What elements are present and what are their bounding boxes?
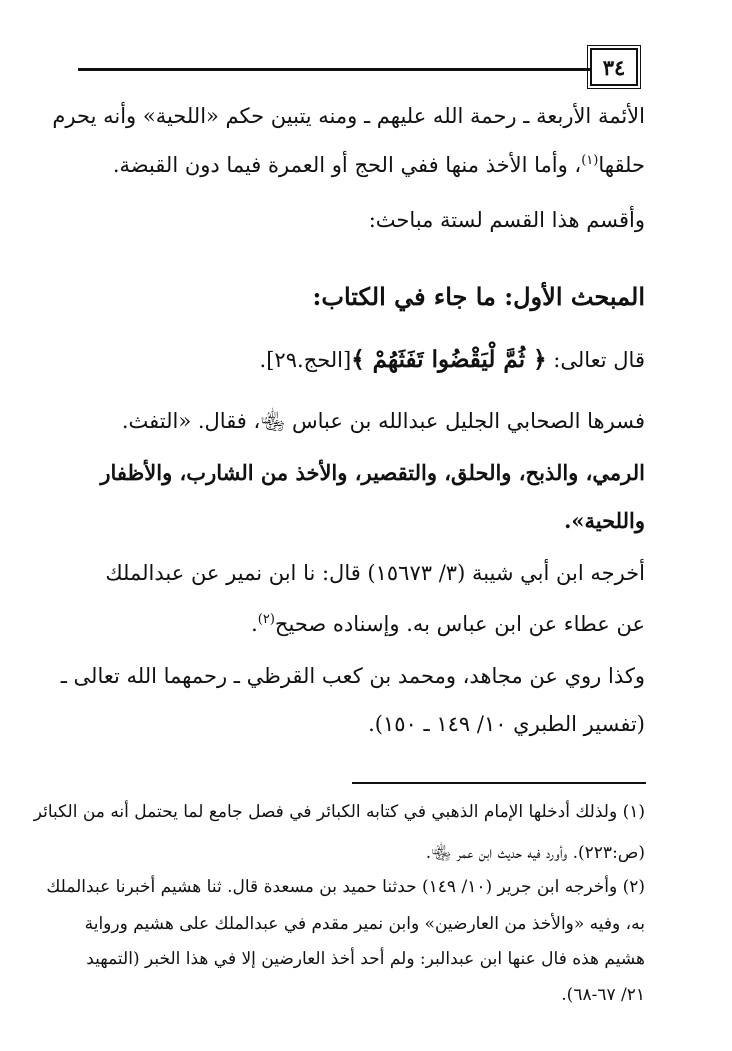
text-fragment: حلقها bbox=[598, 153, 645, 177]
footnote-ref: (٢) bbox=[257, 612, 275, 627]
header-rule bbox=[78, 68, 590, 71]
page-number: ٣٤ bbox=[590, 48, 638, 86]
paragraph-line: وأقسم هذا القسم لستة مباحث: bbox=[368, 208, 645, 232]
page-header bbox=[78, 48, 638, 92]
paragraph-line: الأئمة الأربعة ـ رحمة الله عليهم ـ ومنه يتبين حكم «اللحية» وأنه يحرم bbox=[52, 104, 645, 128]
footnote-ref: (١) bbox=[581, 153, 599, 168]
footnote-line: به، وفيه «والأخذ من العارضين» وابن نمير مقدم في عبدالملك على هشيم ورواية bbox=[84, 914, 645, 934]
paragraph-line: واللحية». bbox=[564, 508, 645, 533]
footnote-line: (ص:٢٢٣). وأورد فيه حديث ابن عمر ﵄. bbox=[425, 843, 645, 863]
section-heading: المبحث الأول: ما جاء في الكتاب: bbox=[312, 282, 645, 311]
text-fragment: ، وأما الأخذ منها ففي الحج أو العمرة فيما دون القبضة. bbox=[112, 153, 582, 177]
verse-reference: [الحج.٢٩]. bbox=[259, 348, 352, 372]
footnote-line: ٢١/ ٦٧-٦٨). bbox=[561, 985, 645, 1005]
text-fragment: . bbox=[251, 612, 258, 636]
quran-verse: ﴿ ثُمَّ لْيَقْضُوا تَفَثَهُمْ ﴾ bbox=[351, 346, 547, 373]
paragraph-line: (تفسير الطبري ١٠/ ١٤٩ ـ ١٥٠). bbox=[368, 712, 645, 736]
footnote-line: (١) ولذلك أدخلها الإمام الذهبي في كتابه الكبائر في فصل جامع لما يحتمل أنه من الكبائر bbox=[33, 802, 645, 822]
footnote-divider bbox=[352, 782, 646, 784]
paragraph-line: وكذا روي عن مجاهد، ومحمد بن كعب القرظي ـ رحمهما الله تعالى ـ bbox=[60, 664, 645, 688]
paragraph-line: أخرجه ابن أبي شيبة (٣/ ١٥٦٧٣) قال: نا ابن نمير عن عبدالملك bbox=[105, 561, 645, 585]
verse-line bbox=[80, 346, 645, 373]
footnote-line: (٢) وأخرجه ابن جرير (١٠/ ١٤٩) حدثنا حميد بن مسعدة قال. ثنا هشيم أخبرنا عبدالملك bbox=[46, 877, 645, 897]
footnote-line: هشيم هذه فال عنها ابن عبدالبر: ولم أحد أخذ العارضين إلا في هذا الخبر (التمهيد bbox=[86, 949, 645, 969]
paragraph-line bbox=[80, 153, 645, 177]
paragraph-line: فسرها الصحابي الجليل عبدالله بن عباس ﵄، فقال. «التفث. bbox=[121, 409, 645, 433]
text-fragment: عن عطاء عن ابن عباس به. وإسناده صحيح bbox=[274, 612, 645, 636]
verse-intro: قال تعالى: bbox=[546, 348, 645, 372]
paragraph-line: الرمي، والذبح، والحلق، والتقصير، والأخذ من الشارب، والأظفار bbox=[100, 460, 645, 485]
paragraph-line bbox=[80, 612, 645, 636]
